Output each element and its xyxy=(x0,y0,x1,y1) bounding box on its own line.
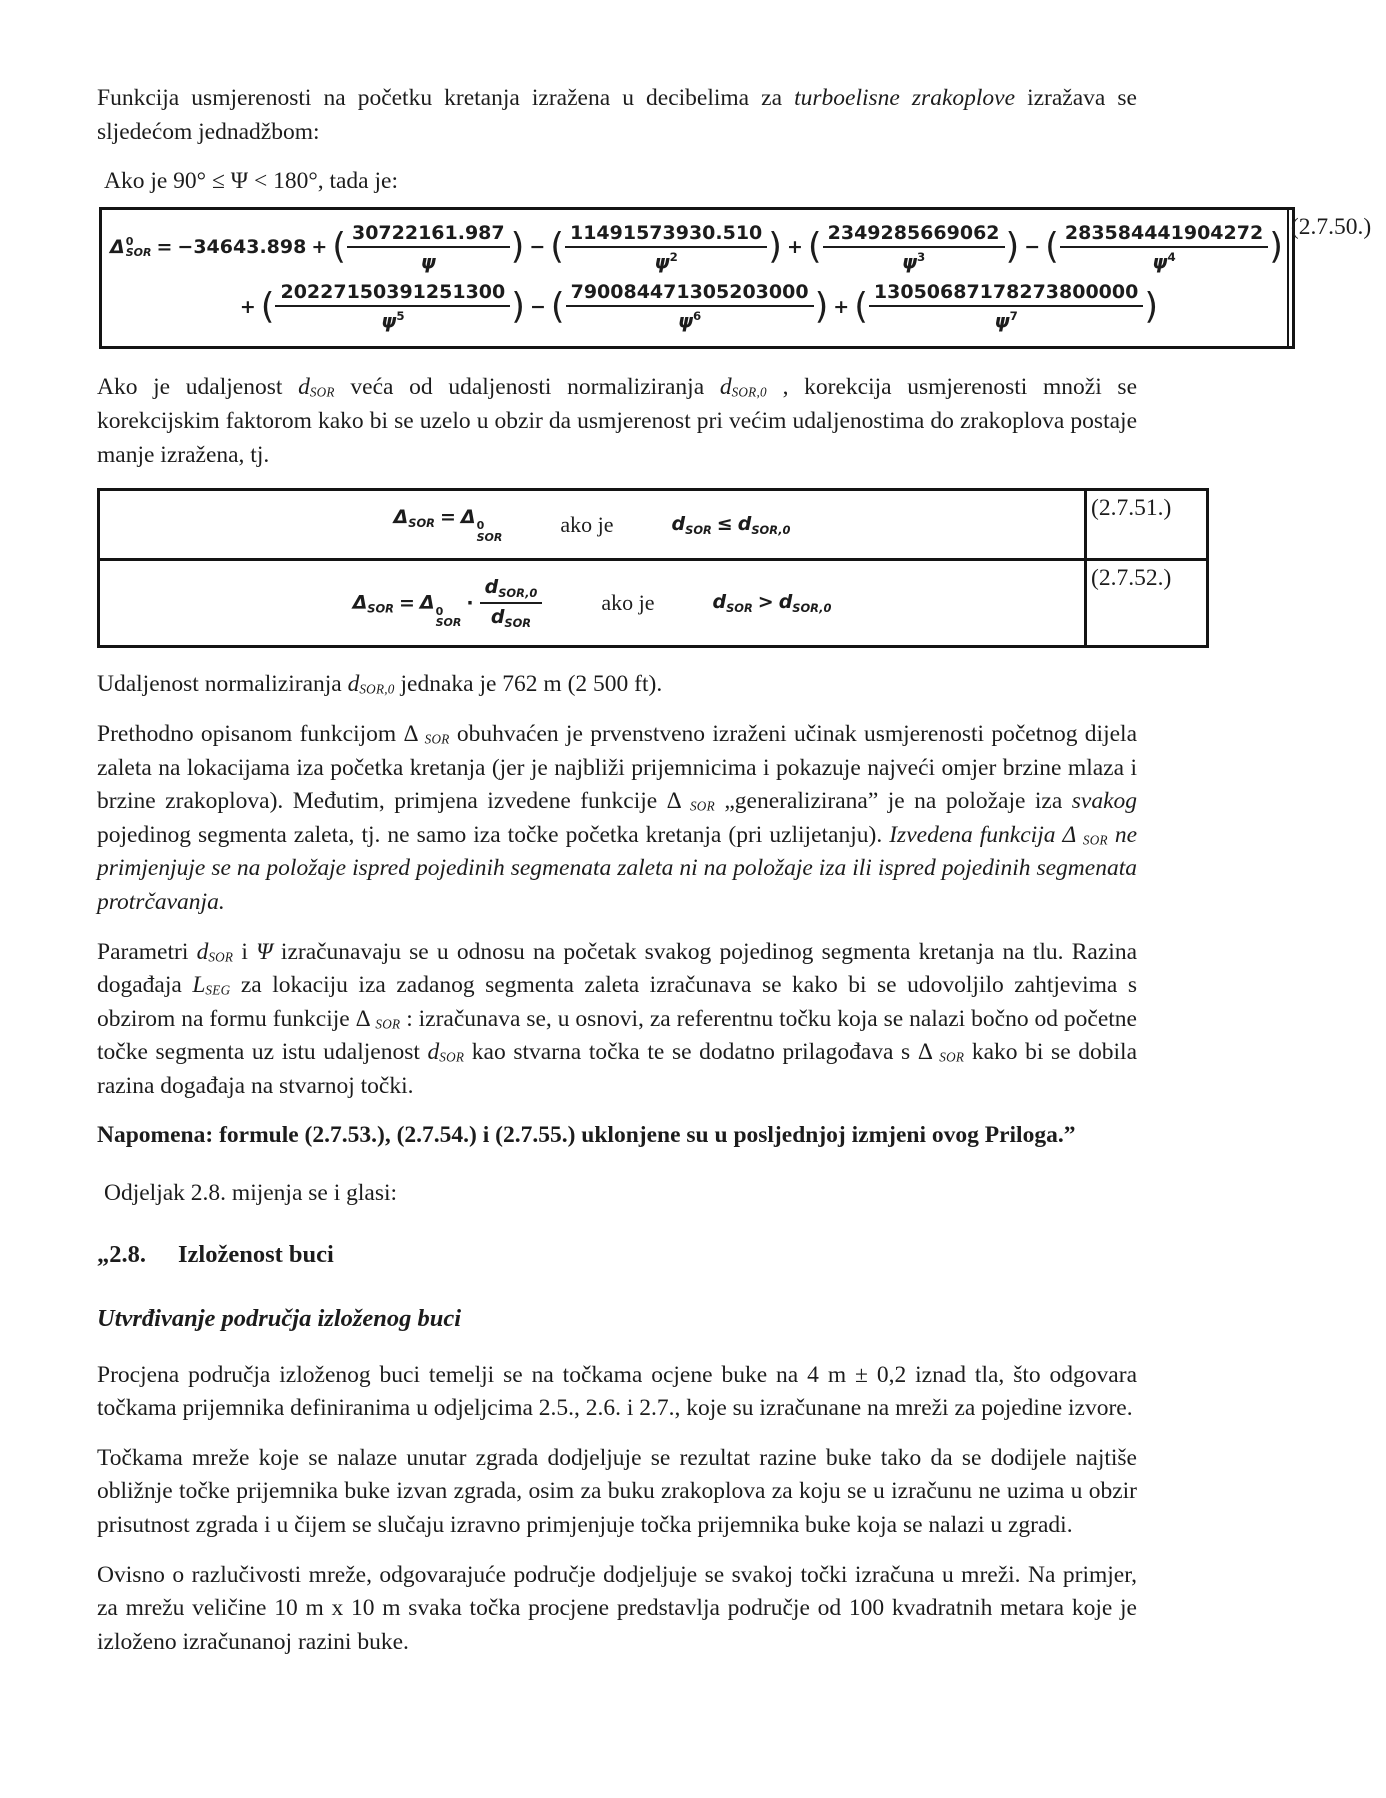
multiplication-dot: · xyxy=(466,591,474,614)
superscript: 0 xyxy=(476,519,485,533)
equation-line-2 xyxy=(110,281,1283,332)
numerator: 20227150391251300 xyxy=(275,281,510,307)
d-symbol: d xyxy=(737,512,752,535)
subscript: SOR xyxy=(408,516,435,531)
numerator: 2349285669062 xyxy=(823,222,1005,248)
text-run: Prethodno opisanom funkcijom Δ xyxy=(97,720,425,747)
section-number: „2.8. xyxy=(97,1240,146,1268)
paren-open: ( xyxy=(550,285,565,327)
paren-close: ) xyxy=(511,285,525,327)
row-content-2-7-52 xyxy=(100,561,1084,645)
text-run: d xyxy=(196,938,209,965)
denominator xyxy=(565,248,767,273)
relation-sign: ≤ xyxy=(716,512,733,535)
text-run: SOR xyxy=(424,731,450,747)
text-run: izračunavaju se u odnosu na početak svakog pojedinog segmenta kretanja na tlu. Razina događaja xyxy=(97,938,1137,999)
equation-label-2-7-51: (2.7.51.) xyxy=(1084,491,1206,558)
superscript: 0 xyxy=(125,234,134,248)
operator: + xyxy=(833,295,850,318)
text-run: Napomena: formule (2.7.53.), (2.7.54.) i (2.7.55.) uklonjene su u posljednjoj izmjeni ovog Priloga.” xyxy=(97,1122,1076,1149)
subscript: SOR xyxy=(476,530,503,544)
subsection-heading: Utvrđivanje područja izloženog buci xyxy=(97,1304,462,1332)
fraction xyxy=(565,222,767,273)
equation-line-1 xyxy=(110,222,1283,273)
delta-symbol: Δ xyxy=(110,236,125,259)
numerator: 790084471305203000 xyxy=(566,281,814,307)
paragraph-intro xyxy=(97,82,1137,149)
fraction xyxy=(480,576,543,630)
text-run: za lokaciju iza zadanog segmenta zaleta izračunava se kako bi se udovoljilo zahtjevima s obzirom na formu funkcije Δ xyxy=(97,972,1137,1032)
text-run: SOR xyxy=(689,798,715,814)
denominator xyxy=(566,307,814,332)
text-run: ne primjenjuje se na položaje ispred pojedinih segmenata zaleta ni na položaje iza ili ispred pojedinih segmenata protrčavanja. xyxy=(97,821,1138,915)
exponent: 5 xyxy=(396,309,405,324)
numerator xyxy=(480,576,543,604)
paragraph-napomena xyxy=(97,1119,1137,1153)
text-run: Ψ xyxy=(256,938,273,965)
text-run: : izračunava se, u osnovi, za referentnu točku koja se nalazi bočno od početne točke segmenta uz istu udaljenost xyxy=(97,1005,1137,1066)
delta-symbol: Δ xyxy=(460,506,476,529)
subscript: SOR,0 xyxy=(751,522,791,537)
text-run: „generalizirana” je na položaje iza xyxy=(714,788,1072,815)
psi-symbol: ψ xyxy=(420,251,436,274)
numerator: 11491573930.510 xyxy=(565,222,767,248)
section-heading-2-8 xyxy=(97,1241,1386,1269)
text-run: kao stvarna točka te se dodatno prilagođava s Δ xyxy=(464,1039,940,1066)
paren-open: ( xyxy=(260,285,275,327)
d-symbol: d xyxy=(712,591,727,614)
denominator xyxy=(1060,248,1268,273)
text-run: Ako je udaljenost xyxy=(97,374,299,401)
paragraph-normalization xyxy=(97,668,1137,702)
d-symbol: d xyxy=(490,606,505,629)
operator: − xyxy=(529,236,546,259)
sup-sub-stack xyxy=(477,520,503,543)
paren-close: ) xyxy=(814,285,829,327)
text-run: Parametri xyxy=(97,938,197,965)
equation-label-2-7-52: (2.7.52.) xyxy=(1084,561,1206,645)
paren-close: ) xyxy=(510,226,525,268)
equation-2-7-50 xyxy=(102,210,1287,347)
exponent: 7 xyxy=(1009,309,1018,324)
exponent: 2 xyxy=(669,249,678,264)
sup-sub-stack xyxy=(436,606,462,629)
equation-box-2-7-50 xyxy=(99,207,1372,350)
numerator: 13050687178273800000 xyxy=(869,281,1143,307)
subscript: SOR xyxy=(367,601,394,616)
text-run: turboelisne zrakoplove xyxy=(794,85,1016,111)
text-run: , korekcija usmjerenosti množi se korekcijskim faktorom kako bi se uzelo u obzir da usmjerenost pri većim udaljenostima do zrakoplova postaje manje izražena, tj. xyxy=(97,374,1137,468)
text-run: SEG xyxy=(205,982,231,998)
subscript: SOR,0 xyxy=(498,586,538,601)
psi-symbol: ψ xyxy=(654,251,670,274)
text-run: veća od udaljenosti normaliziranja xyxy=(334,374,720,401)
paren-close: ) xyxy=(768,226,782,268)
paren-open: ( xyxy=(550,226,564,268)
table-row-2-7-52 xyxy=(100,561,1206,645)
denominator xyxy=(823,248,1005,273)
d-symbol: d xyxy=(484,576,499,599)
paragraph-odjeljak: Odjeljak 2.8. mijenja se i glasi: xyxy=(104,1180,398,1207)
psi-symbol: ψ xyxy=(677,310,694,333)
text-run: L xyxy=(192,972,206,999)
paren-open: ( xyxy=(854,285,868,327)
text-run: SOR xyxy=(208,948,234,964)
text-run: pojedinog segmenta zaleta, tj. ne samo iza točke početka kretanja (pri uzlijetanju). xyxy=(97,821,890,848)
subscript: SOR xyxy=(125,246,152,260)
text-run: SOR xyxy=(939,1049,965,1065)
fraction xyxy=(275,281,510,332)
superscript: 0 xyxy=(435,604,444,618)
psi-symbol: ψ xyxy=(901,251,918,274)
exponent: 4 xyxy=(1167,249,1176,264)
paragraph-procjena xyxy=(97,1359,1137,1426)
sup-sub-stack xyxy=(126,236,152,259)
relation-sign: > xyxy=(757,591,774,614)
text-run: Udaljenost normaliziranja xyxy=(97,671,348,698)
text-run: SOR,0 xyxy=(731,384,767,400)
equals-sign: = xyxy=(156,236,173,259)
d-symbol: d xyxy=(778,591,793,614)
condition-2-7-52 xyxy=(712,591,831,615)
subscript: SOR xyxy=(685,522,712,537)
text-run: svakog xyxy=(1071,788,1138,815)
paragraph-parametri xyxy=(97,936,1137,1104)
equals-sign: = xyxy=(439,506,456,529)
text-run: SOR xyxy=(375,1016,401,1032)
formula-2-7-51 xyxy=(394,506,503,543)
constant-term: −34643.898 xyxy=(177,236,307,259)
denominator xyxy=(275,307,510,332)
formula-2-7-52 xyxy=(353,576,544,630)
text-run: d xyxy=(298,374,310,401)
text-run: Funkcija usmjerenosti na početku kretanja izražena u decibelima za xyxy=(97,85,795,111)
paragraph-prethodno xyxy=(97,718,1137,920)
paragraph-ovisno xyxy=(97,1559,1137,1660)
fraction xyxy=(869,281,1143,332)
subscript: SOR xyxy=(435,616,462,630)
fraction xyxy=(823,222,1005,273)
numerator: 30722161.987 xyxy=(347,222,510,248)
row-content-2-7-51 xyxy=(100,491,1084,558)
exponent: 3 xyxy=(917,249,926,264)
text-run: obuhvaćen je prvenstveno izraženi učinak usmjerenosti početnog dijela zaleta na lokacijama iza početka kretanja (jer je najbliži prijemnicima i pokazuje najveći omjer brzine mlaza i brzine zrakoplova). Međutim, primjena izvedene funkcije Δ xyxy=(97,720,1137,815)
section-title: Izloženost buci xyxy=(178,1240,334,1268)
operator: + xyxy=(787,236,803,259)
paren-open: ( xyxy=(332,226,346,268)
operator: + xyxy=(311,236,328,259)
text-run: d xyxy=(719,374,732,401)
text-run: Ovisno o razlučivosti mreže, odgovarajuće područje dodjeljuje se svakoj točki izračuna u mreži. Na primjer, za mrežu veličine 10 m x 10 m svaka točka procjene predstavlja područje od 100 kvadratnih metara koje je izloženo izračunanoj razini buke. xyxy=(97,1561,1137,1655)
delta-symbol: Δ xyxy=(419,591,435,614)
text-run: Izvedena funkcija Δ xyxy=(889,821,1083,848)
psi-symbol: ψ xyxy=(994,310,1010,333)
d-symbol: d xyxy=(671,512,686,535)
denominator xyxy=(869,307,1143,332)
condition-2-7-51 xyxy=(672,513,791,537)
paragraph-after-eq50 xyxy=(97,371,1137,472)
numerator: 283584441904272 xyxy=(1060,222,1268,248)
equation-label-2-7-50: (2.7.50.) xyxy=(1287,210,1371,347)
equals-sign: = xyxy=(398,591,415,614)
delta-symbol: Δ xyxy=(393,506,409,529)
paren-open: ( xyxy=(1045,226,1059,268)
text-run: i xyxy=(233,938,257,965)
text-run: d xyxy=(427,1039,440,1066)
paren-open: ( xyxy=(807,226,822,268)
text-run: SOR xyxy=(439,1049,465,1065)
text-run: d xyxy=(347,671,360,698)
operator: + xyxy=(239,295,256,318)
delta-symbol: Δ xyxy=(352,591,368,614)
condition-word: ako je xyxy=(560,511,614,537)
paragraph-tockama xyxy=(97,1442,1137,1543)
fraction xyxy=(1060,222,1268,273)
equation-table xyxy=(97,488,1209,648)
paren-close: ) xyxy=(1005,226,1020,268)
fraction xyxy=(566,281,814,332)
text-run: Točkama mreže koje se nalaze unutar zgrada dodjeljuje se rezultat razine buke tako da se dodijele najtiše obližnje točke prijemnika buke izvan zgrada, osim za buku zrakoplova za koju se u izračunu ne uzima u obzir prisutnost zgrada i u čijem se slučaju izravno primjenjuje točka prijemnika buke koja se nalazi u zgradi. xyxy=(97,1444,1137,1539)
condition-word: ako je xyxy=(601,590,655,616)
psi-symbol: ψ xyxy=(1152,251,1168,274)
text-run: kako bi se dobila razina događaja na stvarnoj točki. xyxy=(97,1039,1137,1099)
paren-close: ) xyxy=(1144,285,1159,327)
text-run: SOR xyxy=(1082,832,1108,848)
paren-close: ) xyxy=(1269,226,1283,268)
subscript: SOR xyxy=(504,616,532,631)
text-run: SOR xyxy=(309,384,335,400)
subscript: SOR xyxy=(726,601,753,616)
text-run: jednaka je 762 m (2 500 ft). xyxy=(394,671,663,698)
psi-symbol: ψ xyxy=(381,310,397,333)
subscript: SOR,0 xyxy=(792,601,832,616)
denominator xyxy=(480,604,543,630)
operator: − xyxy=(529,295,546,318)
denominator xyxy=(347,248,510,273)
condition-line: Ako je 90° ≤ Ψ < 180°, tada je: xyxy=(104,168,398,195)
text-run: izražava se sljedećom jednadžbom: xyxy=(97,85,1137,145)
fraction xyxy=(347,222,510,273)
text-run: SOR,0 xyxy=(359,681,395,697)
table-row-2-7-51 xyxy=(100,491,1206,561)
exponent: 6 xyxy=(693,309,702,324)
text-run: Procjena područja izloženog buci temelji se na točkama ocjene buke na 4 m ± 0,2 iznad tla, što odgovara točkama prijemnika definiranima u odjeljcima 2.5., 2.6. i 2.7., koje su izračunane na mreži za pojedine izvore. xyxy=(97,1361,1137,1422)
operator: − xyxy=(1024,236,1041,259)
